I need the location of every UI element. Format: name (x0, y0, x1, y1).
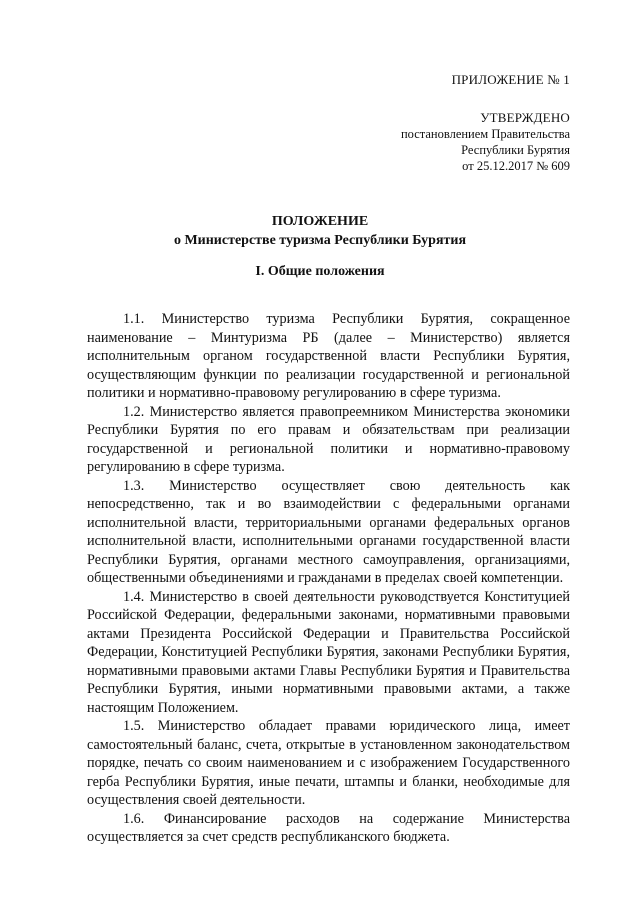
title-line-1: ПОЛОЖЕНИЕ (271, 214, 369, 229)
approval-stamp (401, 110, 570, 174)
paragraph-1-2: 1.2. Министерство является правопреемником Министерства экономики Республики Бурятия по его правам и обязательствам при реализации государственной и региональной политики и нормативно-правовому регулированию в сфере туризма. (87, 403, 570, 475)
paragraph-1-5: 1.5. Министерство обладает правами юридического лица, имеет самостоятельный баланс, счета, открытые в установленном законодательством порядке, печать со своим наименованием и с изображением Государственного герба Республики Бурятия, иные печати, штампы и бланки, необходимые для осуществления своей деятельности. (87, 718, 570, 808)
section-body (87, 310, 570, 847)
section-heading: I. Общие положения (255, 264, 385, 279)
approval-line-1: постановлением Правительства (400, 127, 570, 141)
title-line-2: о Министерстве туризма Республики Бурятия (173, 233, 467, 248)
paragraph-1-3: 1.3. Министерство осуществляет свою деятельность как непосредственно, так и во взаимодействии с федеральными органами исполнительной власти, территориальными органами федеральных органов исполнительной власти, исполнительными органами государственной власти Республики Бурятия, органами местного самоуправления, организациями, общественными объединениями и гражданами в пределах своей компетенции. (87, 477, 570, 586)
approved-label: УТВЕРЖДЕНО (480, 110, 570, 125)
paragraph-1-6: 1.6. Финансирование расходов на содержание Министерства осуществляется за счет средств республиканского бюджета. (87, 810, 570, 845)
approval-line-2: Республики Бурятия (461, 143, 570, 157)
paragraph-1-4: 1.4. Министерство в своей деятельности руководствуется Конституцией Российской Федерации, федеральными законами, нормативными правовыми актами Президента Российской Федерации и Правительства Российской Федерации, Конституцией Республики Бурятия, законами Республики Бурятия, нормативными правовыми актами Главы Республики Бурятия и Правительства Республики Бурятия, иными нормативными правовыми актами, а также настоящим Положением. (87, 588, 570, 716)
paragraph-1-1: 1.1. Министерство туризма Республики Бурятия, сокращенное наименование – Минтуризма РБ (далее – Министерство) является исполнительным органом государственной власти Республики Бурятия, осуществляющим функции по реализации государственной и региональной политики и нормативно-правовому регулированию в сфере туризма. (87, 311, 570, 401)
document-title (0, 212, 640, 250)
approval-line-3: от 25.12.2017 № 609 (462, 159, 570, 173)
appendix-label: ПРИЛОЖЕНИЕ № 1 (451, 72, 570, 87)
